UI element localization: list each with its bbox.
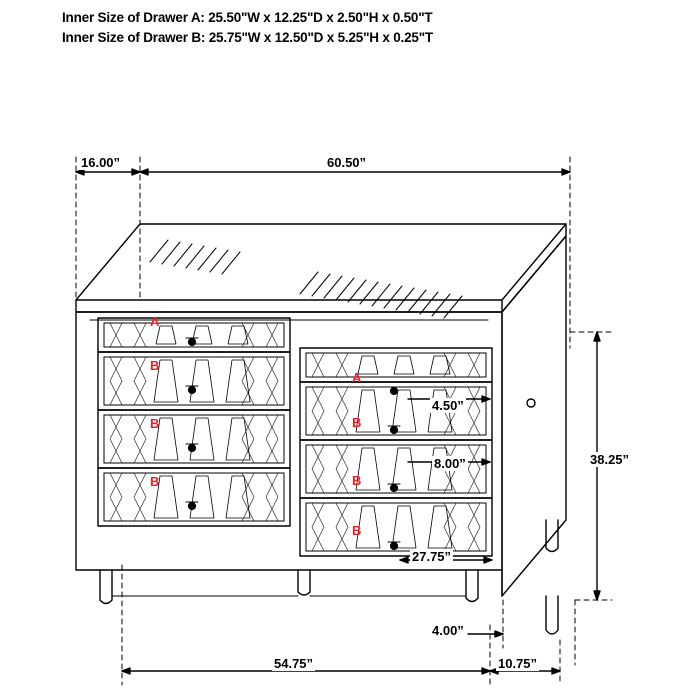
drawer-label-left-3: B [150,416,160,431]
dimension-base-depth: 10.75” [498,656,538,671]
drawer-label-left-4: B [150,474,160,489]
drawer-label-right-1: A [352,370,362,385]
dimension-drawer-width-front: 27.75” [412,549,452,564]
dimension-total-height: 38.25” [590,452,630,467]
drawer-label-right-3: B [352,473,362,488]
drawer-a-spec-text: Inner Size of Drawer A: 25.50"W x 12.25"D x 2.50"H x 0.50"T [62,10,433,25]
drawer-label-right-2: B [352,415,362,430]
dimension-drawer-b-height: 8.00” [434,456,466,471]
dimension-base-width: 54.75” [274,656,314,671]
dimension-width-top: 60.50” [327,155,367,170]
drawer-label-left-2: B [150,358,160,373]
dimension-drawer-a-height: 4.50” [432,398,464,413]
dimension-leg-height: 4.00” [432,623,464,638]
drawer-b-spec-text: Inner Size of Drawer B: 25.75"W x 12.50"D x 5.25"H x 0.25"T [62,30,433,45]
dimension-depth-top: 16.00” [81,155,121,170]
drawer-label-right-4: B [352,523,362,538]
drawer-label-left-1: A [150,314,160,329]
